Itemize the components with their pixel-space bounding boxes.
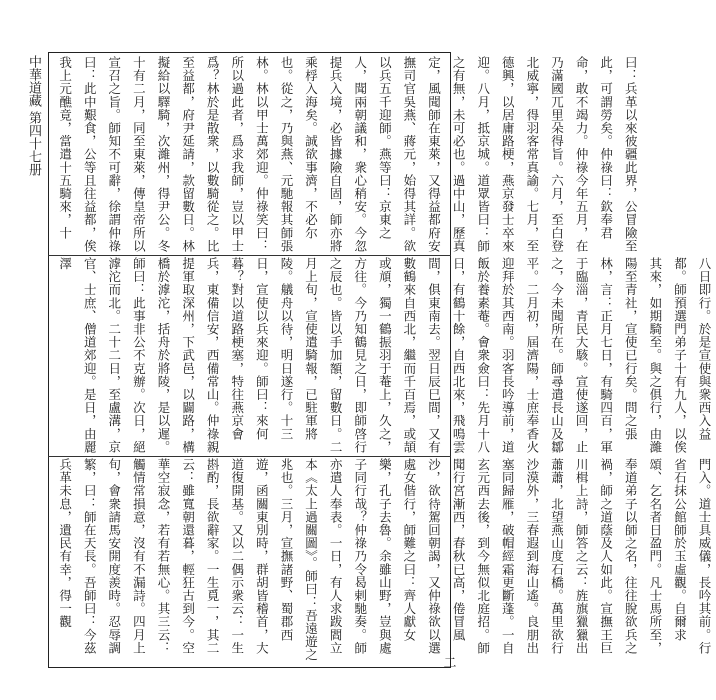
text-block-bottom [52,458,713,664]
block-divider [48,456,451,457]
page-number: 二 [443,656,457,671]
text-block-middle [52,257,713,454]
block-text: 八日即行。於是宣使與衆西入益都。師預選門弟子十有九人，以俟其來，如期騎至。與之俱行，由濰陽至青社，宣使已行矣。問之張林，言：正月七日，有騎四百，軍于臨淄，青民大駭。宣使遂回，止之，今未聞所在。師尋遣長山及鄒平。二月初，屆濟陽，士庶奉香火迎拜於其西南。羽客長吟導前，道飯於養素菴。會衆僉曰：先月十八日，有鶴十餘，自西北來，飛鳴雲間，俱東南去。翌日辰巳間，又有數鶴來自西北，繼而千百焉，或頡或頏，獨一鶴振羽于菴上，久之，方往。今乃知鶴見之日，即師啓行之辰也。皆以手加額，留數日。二月上旬，宣使遣騎報，已駐軍將陵。艤舟以待，明日遂行。十三日，宣使以兵來迎。師曰：來何暮？對以道路梗塞，特往燕京會兵，東備信安，西備常山。仲祿親提軍取深州，下武邑，以闢路，構橋於滹沱，括舟於將陵，是以遲。師曰：此事非公不克辦。次日，絕滹沱而北。二十二日，至盧溝，京官、士庶、僧道郊迎。是日，由麗澤 [57,257,713,454]
block-text: 門入。道士具威儀，長吟其前。行省石抹公館師於玉虛觀。自爾求頌、乞名者日盈門。凡士馬所至，奉道弟子以師之名，往往脫欲兵之禍，師之道蔭及人如此。宣撫王巨川楫上詩，師答之云：旌旗獵獵出蕭蕭，北望燕山度石橋。萬里欲行沙漠外，三春遐到海山遙。良朋出塞同歸雁，破帽經霜更斷蓬。一自玄元西去後，到今無似北庭招。師聞行宮漸西，春秋已高，倦冒風沙，欲待駕回朝謁，又仲祿欲以選處女偕行，師難之曰：齊人獻女樂，孔子去魯。余雖山野，豈與處子同行哉？仲祿乃令曷剌馳奏。師亦遣人奉表。一日，有人求跋閻立本《太上過關圖》。師曰：吾遠遊之兆也。三月，宣撫諸野、蜀郡西遊，函關東別時，群胡皆稽首，大道復開基。又以二偶示衆云：一生斟酌，長欲辭家。一生覓一，其二云：雖寬朝還暮，輕狂古到今。空華空寂念，若有若無心。其三云：觸情常損意，沒有不漏詩。四月上旬，會衆請馬安開度羨時。忍辱調繁，曰：師在天長。吾師曰：今茲兵革未息，遺民有幸，得一觀 [57,458,713,662]
block-text: 曰：兵革以來彼疆此界，公冒險至此，可謂勞矣。仲祿曰：欽奉君命，敢不竭力。仲祿今年五月，在乃滿國兀里朵得旨。六月，至白登北威寧，得羽客常真諭。七月，至德興，以居庸路梗，燕京發士卒來迎。八月，抵京城。道眾皆曰：師之有無，未可必也。過中山，歷真定，風聞師在東萊，又得益都府安撫司官吳燕、蔣元，始得其詳。欲以兵五千迎師。燕等曰：京東之人，聞兩朝議和，衆心稍安。今忽提兵入境，必皆據險自固，師亦將乘桴入海矣。誠欲事濟，不必尔也。從之，乃與燕、元馳報其師張林。林以甲士萬郊迎。仲祿笑曰：所以過此者，爲求我師，豈以甲士爲？林於是散衆，以數騎從之。比至益都，府尹延請，款留數日。林擬給以驛騎，次濰州，得尹公。冬十有二月，同至東萊，傳皇帝所以宣召之旨。師知不可辭，徐謂仲祿曰：此中艱食，公等且往益都，俟我上元醮竟，當遣十五騎來，十 [57,56,639,253]
running-header: 中華道藏 第四十七册 [26,55,41,177]
block-divider [48,255,451,256]
text-block-top [52,56,639,253]
